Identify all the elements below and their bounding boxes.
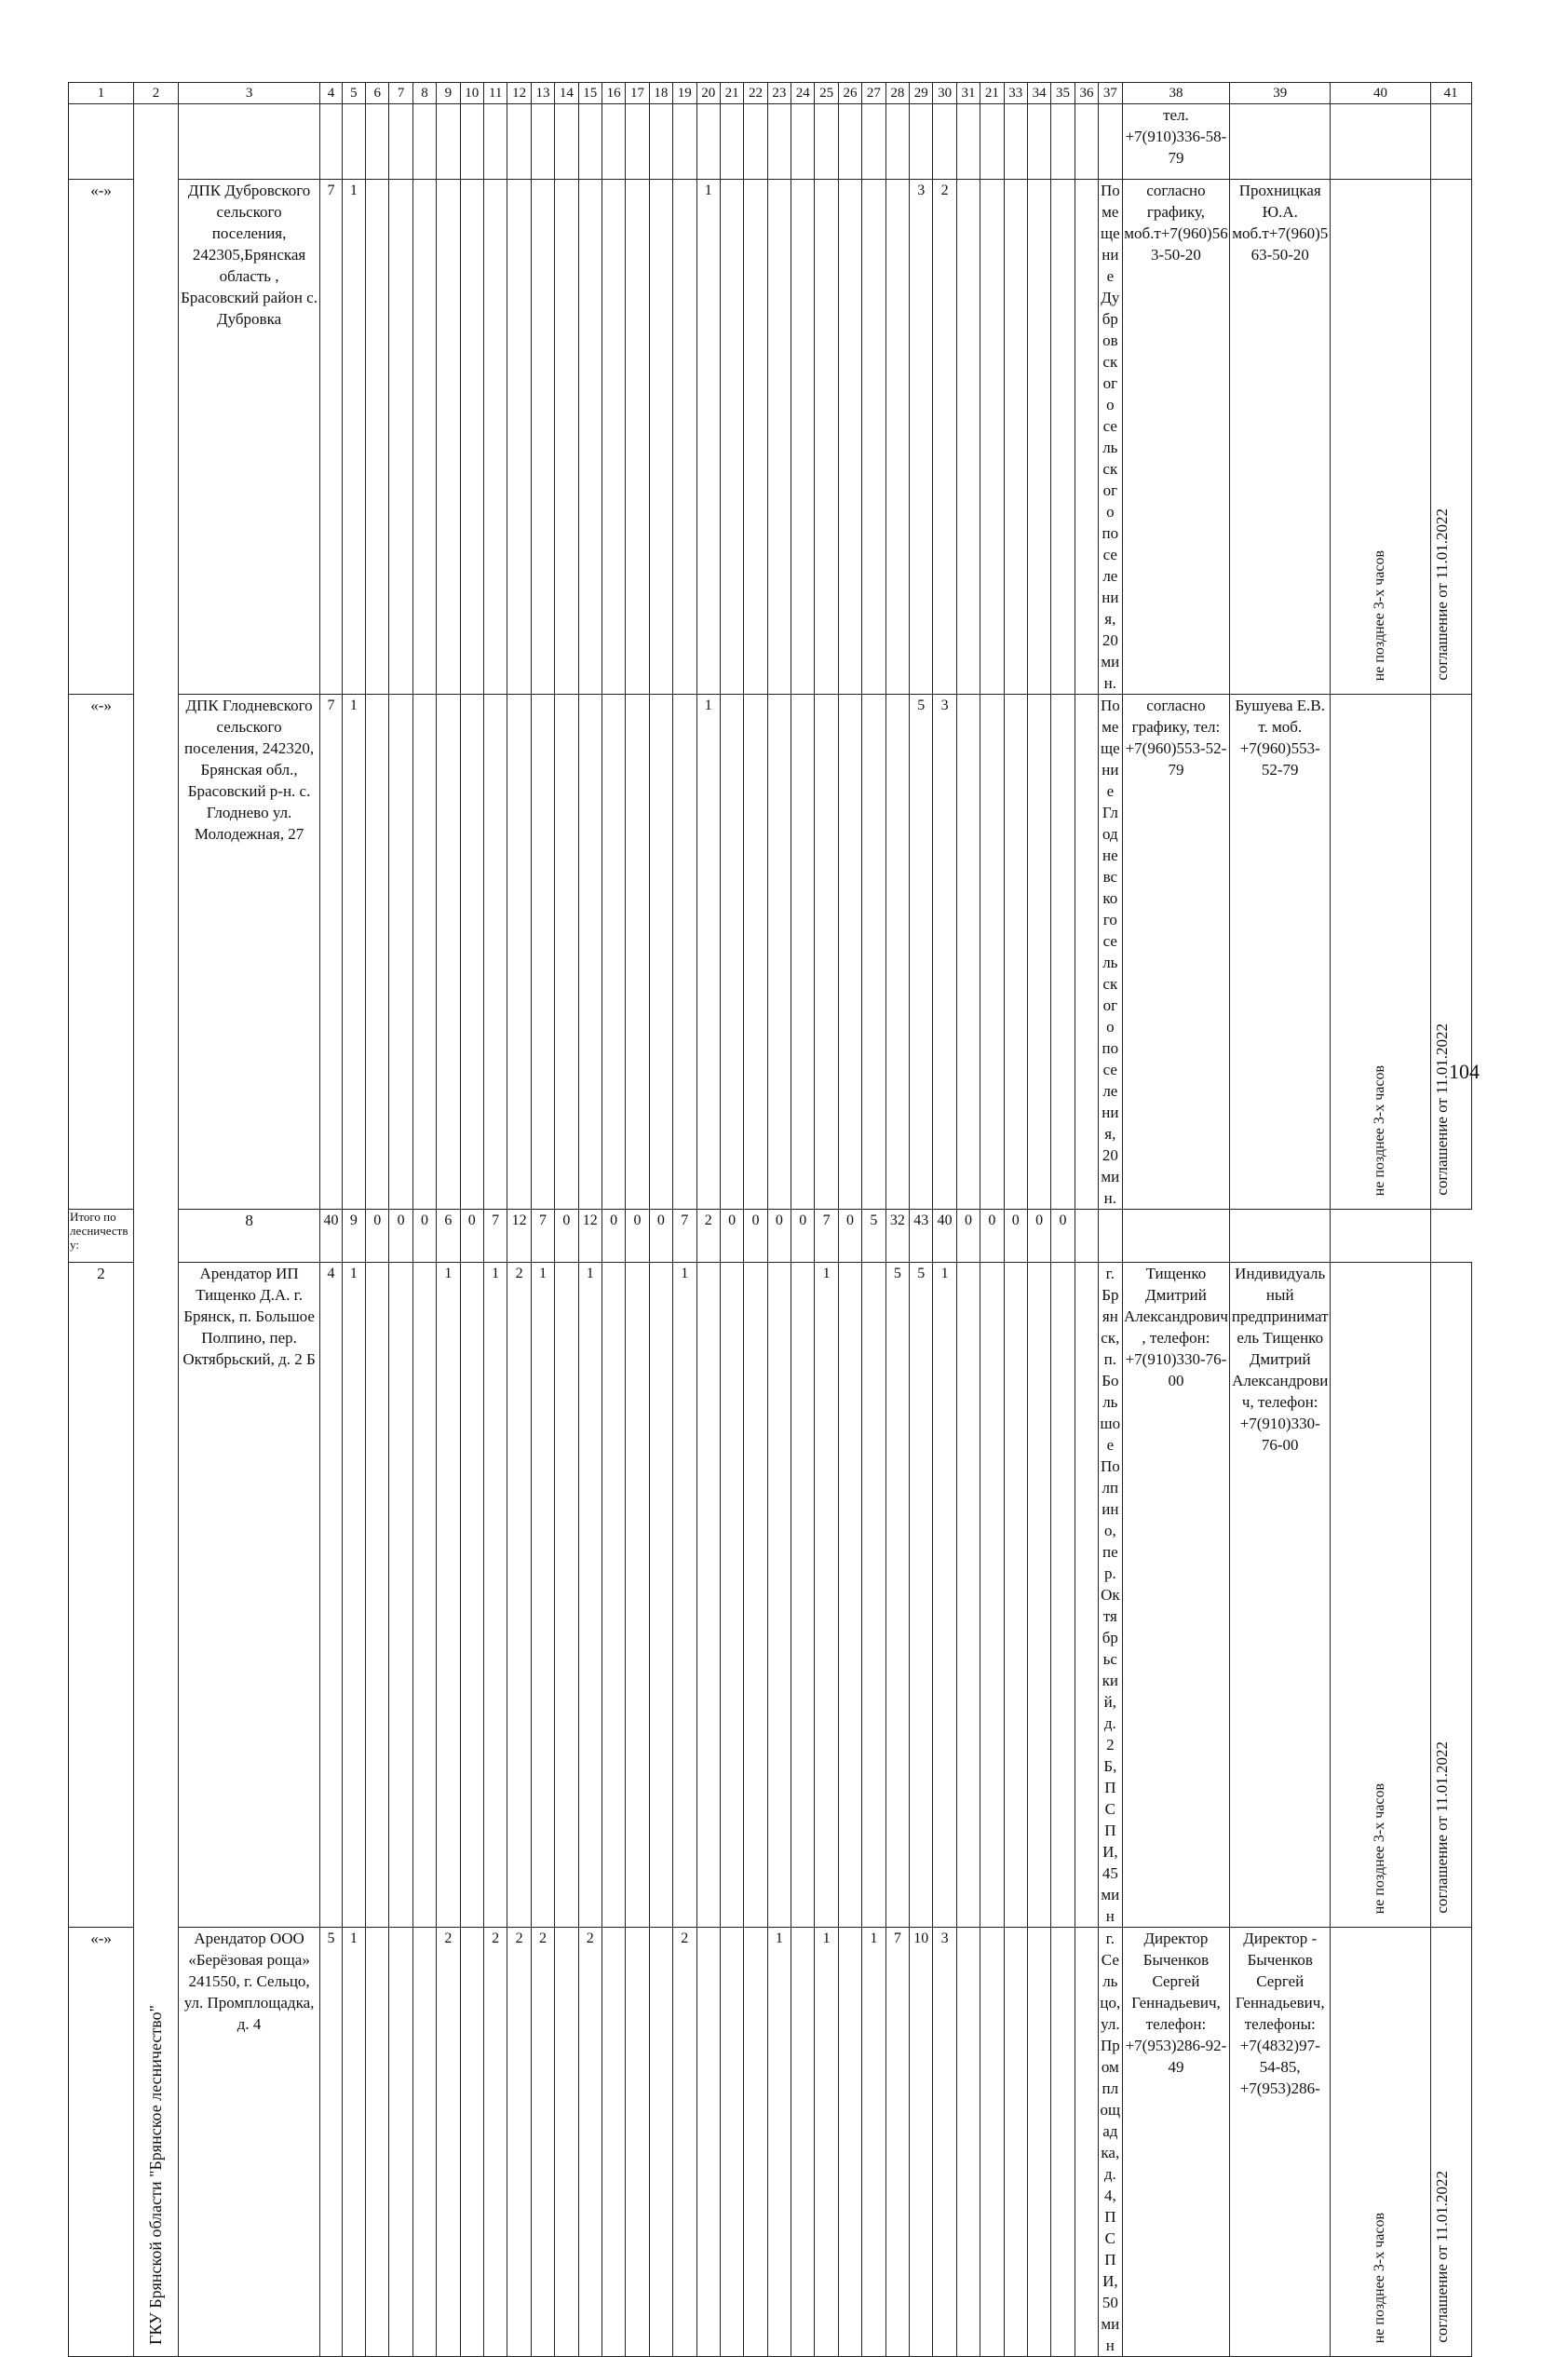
column-number-30: 30 <box>933 83 956 104</box>
location-time: г. Сельцо, ул. Промплощадка, д. 4, ПСПИ, 50 мин <box>1099 1928 1122 2357</box>
total-col-30: 40 <box>933 1210 956 1263</box>
deadline <box>1331 1928 1431 2357</box>
resource-count-col-18 <box>649 1928 672 2357</box>
total-col-28: 32 <box>885 1210 909 1263</box>
resource-count-col-28 <box>885 180 909 695</box>
resource-count-col-12: 2 <box>507 1928 531 2357</box>
resource-count-col-18 <box>649 104 672 180</box>
table-row <box>69 1263 1527 1928</box>
forest-fire-resources-table <box>68 82 1527 2357</box>
total-col-13: 7 <box>531 1210 554 1263</box>
resource-count-col-4 <box>320 104 342 180</box>
column-number-32: 21 <box>980 83 1004 104</box>
column-number-28: 28 <box>885 83 909 104</box>
resource-count-col-26 <box>838 104 861 180</box>
total-col-16: 0 <box>602 1210 625 1263</box>
resource-count-col-11: 1 <box>483 1263 507 1928</box>
object-name: Арендатор ООО «Берёзовая роща» 241550, г. Сельцо, ул. Промплощадка, д. 4 <box>178 1928 319 2357</box>
total-col-6: 0 <box>366 1210 389 1263</box>
resource-count-col-31 <box>956 1928 980 2357</box>
deadline <box>1331 104 1431 180</box>
resource-count-col-5: 1 <box>342 1928 365 2357</box>
deadline <box>1331 1263 1431 1928</box>
org-name-cell <box>134 104 179 2357</box>
resource-count-col-4: 7 <box>320 180 342 695</box>
column-number-22: 22 <box>744 83 767 104</box>
resource-count-col-7 <box>389 695 412 1210</box>
resource-count-col-4: 4 <box>320 1263 342 1928</box>
responsible-person <box>1122 1210 1230 1263</box>
resource-count-col-23 <box>767 104 791 180</box>
location-time <box>1075 1210 1098 1263</box>
agreement-text: соглашение от 11.01.2022 <box>1432 2171 1451 2343</box>
resource-count-col-24 <box>791 1263 815 1928</box>
agreement <box>1331 1210 1431 1263</box>
resource-count-col-8 <box>412 1263 436 1928</box>
resource-count-col-23: 1 <box>767 1928 791 2357</box>
resource-count-col-20 <box>696 1263 720 1928</box>
resource-count-col-19 <box>673 180 696 695</box>
total-col-33: 0 <box>1004 1210 1027 1263</box>
resource-count-col-21 <box>720 1928 743 2357</box>
resource-count-col-22 <box>744 180 767 695</box>
totals-label: Итого по лесничеству: <box>69 1210 134 1263</box>
resource-count-col-25 <box>815 180 838 695</box>
work-schedule-contact: согласно графику, моб.т+7(960)563-50-20 <box>1122 180 1230 695</box>
column-number-31: 31 <box>956 83 980 104</box>
resource-count-col-4: 7 <box>320 695 342 1210</box>
resource-count-col-9 <box>437 104 460 180</box>
resource-count-col-8 <box>412 695 436 1210</box>
resource-count-col-5: 1 <box>342 695 365 1210</box>
column-number-8: 8 <box>412 83 436 104</box>
resource-count-col-32 <box>980 180 1004 695</box>
resource-count-col-10 <box>460 1928 483 2357</box>
column-number-7: 7 <box>389 83 412 104</box>
object-name: Арендатор ИП Тищенко Д.А. г. Брянск, п. Большое Полпино, пер. Октябрьский, д. 2 Б <box>178 1263 319 1928</box>
total-col-11: 7 <box>483 1210 507 1263</box>
responsible-person: Индивидуальный предприниматель Тищенко Дмитрий Александрович, телефон: +7(910)330-76-00 <box>1230 1263 1331 1928</box>
resource-count-col-11 <box>483 180 507 695</box>
totals-col-3: 8 <box>178 1210 319 1263</box>
column-number-29: 29 <box>910 83 933 104</box>
resource-count-col-27 <box>862 104 885 180</box>
total-col-32: 0 <box>980 1210 1004 1263</box>
resource-count-col-23 <box>767 180 791 695</box>
resource-count-col-16 <box>602 104 625 180</box>
total-col-8: 0 <box>412 1210 436 1263</box>
resource-count-col-30: 2 <box>933 180 956 695</box>
resource-count-col-34 <box>1027 1928 1050 2357</box>
resource-count-col-7 <box>389 1928 412 2357</box>
resource-count-col-28: 5 <box>885 1263 909 1928</box>
row-number: «-» <box>69 180 134 695</box>
deadline-text: не позднее 3-х часов <box>1372 2212 1388 2343</box>
resource-count-col-26 <box>838 695 861 1210</box>
column-number-25: 25 <box>815 83 838 104</box>
responsible-person: Прохницкая Ю.А. моб.т+7(960)563-50-20 <box>1230 180 1331 695</box>
resource-count-col-18 <box>649 180 672 695</box>
resource-count-col-27 <box>862 1263 885 1928</box>
resource-count-col-5 <box>342 104 365 180</box>
responsible-person: Директор - Быченков Сергей Геннадьевич, телефоны: +7(4832)97-54-85, +7(953)286- <box>1230 1928 1331 2357</box>
resource-count-col-22 <box>744 695 767 1210</box>
resource-count-col-9 <box>437 695 460 1210</box>
row-number: «-» <box>69 695 134 1210</box>
resource-count-col-9: 1 <box>437 1263 460 1928</box>
total-col-20: 2 <box>696 1210 720 1263</box>
column-number-13: 13 <box>531 83 554 104</box>
resource-count-col-6 <box>366 1263 389 1928</box>
resource-count-col-35 <box>1051 1928 1075 2357</box>
total-col-22: 0 <box>744 1210 767 1263</box>
resource-count-col-25: 1 <box>815 1928 838 2357</box>
resource-count-col-13 <box>531 695 554 1210</box>
resource-count-col-17 <box>626 104 649 180</box>
agreement <box>1430 1928 1471 2357</box>
resource-count-col-19: 2 <box>673 1928 696 2357</box>
resource-count-col-21 <box>720 180 743 695</box>
location-time <box>1099 104 1122 180</box>
column-number-11: 11 <box>483 83 507 104</box>
agreement-text: соглашение от 11.01.2022 <box>1432 1741 1451 1914</box>
resource-count-col-14 <box>555 104 578 180</box>
column-number-27: 27 <box>862 83 885 104</box>
resource-count-col-35 <box>1051 1263 1075 1928</box>
resource-count-col-36 <box>1075 180 1098 695</box>
resource-count-col-30: 3 <box>933 695 956 1210</box>
deadline <box>1331 180 1431 695</box>
resource-count-col-16 <box>602 695 625 1210</box>
resource-count-col-13: 2 <box>531 1928 554 2357</box>
resource-count-col-21 <box>720 695 743 1210</box>
resource-count-col-35 <box>1051 180 1075 695</box>
agreement <box>1430 104 1471 180</box>
resource-count-col-15: 2 <box>578 1928 602 2357</box>
total-col-29: 43 <box>910 1210 933 1263</box>
column-number-10: 10 <box>460 83 483 104</box>
resource-count-col-14 <box>555 180 578 695</box>
resource-count-col-17 <box>626 1263 649 1928</box>
total-col-35: 0 <box>1051 1210 1075 1263</box>
column-number-23: 23 <box>767 83 791 104</box>
column-number-9: 9 <box>437 83 460 104</box>
resource-count-col-13 <box>531 104 554 180</box>
work-schedule-contact <box>1099 1210 1122 1263</box>
column-number-41: 41 <box>1430 83 1471 104</box>
column-number-12: 12 <box>507 83 531 104</box>
resource-count-col-31 <box>956 180 980 695</box>
resource-count-col-32 <box>980 1263 1004 1928</box>
resource-count-col-7 <box>389 1263 412 1928</box>
resource-count-col-16 <box>602 1263 625 1928</box>
total-col-27: 5 <box>862 1210 885 1263</box>
responsible-person: Бушуева Е.В. т. моб. +7(960)553-52-79 <box>1230 695 1331 1210</box>
resource-count-col-26 <box>838 1263 861 1928</box>
column-number-18: 18 <box>649 83 672 104</box>
table-row <box>69 180 1527 695</box>
column-number-33: 33 <box>1004 83 1027 104</box>
resource-count-col-6 <box>366 695 389 1210</box>
resource-count-col-28 <box>885 695 909 1210</box>
resource-count-col-19 <box>673 104 696 180</box>
column-number-39: 39 <box>1230 83 1331 104</box>
responsible-person <box>1230 104 1331 180</box>
deadline-text: не позднее 3-х часов <box>1372 549 1388 681</box>
resource-count-col-20: 1 <box>696 180 720 695</box>
resource-count-col-31 <box>956 104 980 180</box>
resource-count-col-12: 2 <box>507 1263 531 1928</box>
agreement <box>1430 695 1471 1210</box>
page-number: 104 <box>1449 1060 1480 1083</box>
deadline <box>1331 695 1431 1210</box>
totals-row <box>69 1210 1527 1263</box>
resource-count-col-24 <box>791 695 815 1210</box>
total-col-26: 0 <box>838 1210 861 1263</box>
resource-count-col-31 <box>956 1263 980 1928</box>
resource-count-col-10 <box>460 1263 483 1928</box>
total-col-7: 0 <box>389 1210 412 1263</box>
resource-count-col-32 <box>980 695 1004 1210</box>
resource-count-col-9 <box>437 180 460 695</box>
resource-count-col-5: 1 <box>342 1263 365 1928</box>
resource-count-col-12 <box>507 180 531 695</box>
resource-count-col-27 <box>862 695 885 1210</box>
resource-count-col-36 <box>1075 695 1098 1210</box>
object-name: ДПК Дубровского сельского поселения, 242305,Брянская область , Брасовский район с. Дубровка <box>178 180 319 695</box>
table-row <box>69 1928 1527 2357</box>
resource-count-col-34 <box>1027 180 1050 695</box>
resource-count-col-17 <box>626 180 649 695</box>
resource-count-col-14 <box>555 1263 578 1928</box>
total-col-23: 0 <box>767 1210 791 1263</box>
resource-count-col-24 <box>791 180 815 695</box>
total-col-19: 7 <box>673 1210 696 1263</box>
table-row <box>69 695 1527 1210</box>
column-number-15: 15 <box>578 83 602 104</box>
resource-count-col-17 <box>626 695 649 1210</box>
resource-count-col-30: 3 <box>933 1928 956 2357</box>
resource-count-col-6 <box>366 180 389 695</box>
deadline-text: не позднее 3-х часов <box>1372 1064 1388 1196</box>
agreement <box>1430 1263 1471 1928</box>
total-col-15: 12 <box>578 1210 602 1263</box>
resource-count-col-36 <box>1075 104 1098 180</box>
resource-count-col-6 <box>366 1928 389 2357</box>
resource-count-col-10 <box>460 695 483 1210</box>
resource-count-col-36 <box>1075 1263 1098 1928</box>
work-schedule-contact: Тищенко Дмитрий Александрович, телефон: +7(910)330-76-00 <box>1122 1263 1230 1928</box>
column-number-26: 26 <box>838 83 861 104</box>
resource-count-col-15 <box>578 104 602 180</box>
resource-count-col-5: 1 <box>342 180 365 695</box>
table-row <box>69 104 1527 180</box>
column-number-6: 6 <box>366 83 389 104</box>
resource-count-col-8 <box>412 180 436 695</box>
resource-count-col-19 <box>673 695 696 1210</box>
resource-count-col-25 <box>815 104 838 180</box>
resource-count-col-20 <box>696 1928 720 2357</box>
total-col-21: 0 <box>720 1210 743 1263</box>
total-col-5: 9 <box>342 1210 365 1263</box>
resource-count-col-26 <box>838 180 861 695</box>
resource-count-col-30 <box>933 104 956 180</box>
row-number: 2 <box>69 1263 134 1928</box>
resource-count-col-13: 1 <box>531 1263 554 1928</box>
resource-count-col-30: 1 <box>933 1263 956 1928</box>
resource-count-col-32 <box>980 1928 1004 2357</box>
resource-count-col-8 <box>412 104 436 180</box>
location-time: Помещение Дубровского сельского поселения, 20 мин. <box>1099 180 1122 695</box>
resource-count-col-23 <box>767 695 791 1210</box>
deadline <box>1230 1210 1331 1263</box>
resource-count-col-15 <box>578 695 602 1210</box>
resource-count-col-35 <box>1051 695 1075 1210</box>
resource-count-col-15 <box>578 180 602 695</box>
resource-count-col-24 <box>791 104 815 180</box>
resource-count-col-35 <box>1051 104 1075 180</box>
total-col-14: 0 <box>555 1210 578 1263</box>
resource-count-col-25 <box>815 695 838 1210</box>
resource-count-col-12 <box>507 104 531 180</box>
deadline-text: не позднее 3-х часов <box>1372 1782 1388 1914</box>
resource-count-col-22 <box>744 104 767 180</box>
resource-count-col-34 <box>1027 1263 1050 1928</box>
column-number-36: 36 <box>1075 83 1098 104</box>
total-col-25: 7 <box>815 1210 838 1263</box>
work-schedule-contact: Директор Быченков Сергей Геннадьевич, телефон: +7(953)286-92-49 <box>1122 1928 1230 2357</box>
agreement-text: соглашение от 11.01.2022 <box>1432 1023 1451 1196</box>
resource-count-col-29: 3 <box>910 180 933 695</box>
resource-count-col-29: 5 <box>910 1263 933 1928</box>
location-time: Помещение Глодневского сельского поселения, 20 мин. <box>1099 695 1122 1210</box>
total-col-24: 0 <box>791 1210 815 1263</box>
total-col-9: 6 <box>437 1210 460 1263</box>
resource-count-col-13 <box>531 180 554 695</box>
resource-count-col-25: 1 <box>815 1263 838 1928</box>
column-number-38: 38 <box>1122 83 1230 104</box>
column-number-5: 5 <box>342 83 365 104</box>
column-number-3: 3 <box>178 83 319 104</box>
resource-count-col-24 <box>791 1928 815 2357</box>
total-col-18: 0 <box>649 1210 672 1263</box>
total-col-31: 0 <box>956 1210 980 1263</box>
column-number-35: 35 <box>1051 83 1075 104</box>
resource-count-col-29: 10 <box>910 1928 933 2357</box>
resource-count-col-8 <box>412 1928 436 2357</box>
resource-count-col-18 <box>649 1263 672 1928</box>
column-number-37: 37 <box>1099 83 1122 104</box>
resource-count-col-33 <box>1004 104 1027 180</box>
resource-count-col-16 <box>602 1928 625 2357</box>
resource-count-col-21 <box>720 1263 743 1928</box>
column-number-40: 40 <box>1331 83 1431 104</box>
resource-count-col-33 <box>1004 695 1027 1210</box>
resource-count-col-10 <box>460 104 483 180</box>
work-schedule-contact: тел. +7(910)336-58-79 <box>1122 104 1230 180</box>
column-number-14: 14 <box>555 83 578 104</box>
resource-count-col-23 <box>767 1263 791 1928</box>
resource-count-col-32 <box>980 104 1004 180</box>
total-col-17: 0 <box>626 1210 649 1263</box>
resource-count-col-33 <box>1004 1263 1027 1928</box>
resource-count-col-14 <box>555 1928 578 2357</box>
resource-count-col-6 <box>366 104 389 180</box>
resource-count-col-27: 1 <box>862 1928 885 2357</box>
column-number-4: 4 <box>320 83 342 104</box>
resource-count-col-19: 1 <box>673 1263 696 1928</box>
column-number-1: 1 <box>69 83 134 104</box>
column-number-24: 24 <box>791 83 815 104</box>
total-col-10: 0 <box>460 1210 483 1263</box>
resource-count-col-17 <box>626 1928 649 2357</box>
resource-count-col-28: 7 <box>885 1928 909 2357</box>
resource-count-col-27 <box>862 180 885 695</box>
resource-count-col-9: 2 <box>437 1928 460 2357</box>
resource-count-col-21 <box>720 104 743 180</box>
resource-count-col-11 <box>483 104 507 180</box>
resource-count-col-16 <box>602 180 625 695</box>
resource-count-col-4: 5 <box>320 1928 342 2357</box>
location-time: г. Брянск, п. Большое Полпино, пер. Октябрьский, д. 2 Б, ПСПИ, 45 мин <box>1099 1263 1122 1928</box>
column-number-19: 19 <box>673 83 696 104</box>
resource-count-col-29 <box>910 104 933 180</box>
resource-count-col-11 <box>483 695 507 1210</box>
object-name <box>178 104 319 180</box>
column-number-2: 2 <box>134 83 179 104</box>
total-col-4: 40 <box>320 1210 342 1263</box>
resource-count-col-7 <box>389 180 412 695</box>
resource-count-col-33 <box>1004 180 1027 695</box>
row-number: «-» <box>69 1928 134 2357</box>
resource-count-col-26 <box>838 1928 861 2357</box>
resource-count-col-10 <box>460 180 483 695</box>
agreement <box>1430 180 1471 695</box>
object-name: ДПК Глодневского сельского поселения, 242320, Брянская обл., Брасовский р-н. с. Глоднево ул. Молодежная, 27 <box>178 695 319 1210</box>
resource-count-col-15: 1 <box>578 1263 602 1928</box>
resource-count-col-14 <box>555 695 578 1210</box>
column-number-34: 34 <box>1027 83 1050 104</box>
column-number-17: 17 <box>626 83 649 104</box>
resource-count-col-34 <box>1027 104 1050 180</box>
column-number-16: 16 <box>602 83 625 104</box>
resource-count-col-20 <box>696 104 720 180</box>
resource-count-col-34 <box>1027 695 1050 1210</box>
column-number-21: 21 <box>720 83 743 104</box>
resource-count-col-20: 1 <box>696 695 720 1210</box>
org-name: ГКУ Брянской области "Брянское лесничество" <box>146 2004 166 2345</box>
resource-count-col-11: 2 <box>483 1928 507 2357</box>
resource-count-col-18 <box>649 695 672 1210</box>
header-row <box>69 83 1527 104</box>
resource-count-col-29: 5 <box>910 695 933 1210</box>
resource-count-col-12 <box>507 695 531 1210</box>
column-number-20: 20 <box>696 83 720 104</box>
work-schedule-contact: согласно графику, тел: +7(960)553-52-79 <box>1122 695 1230 1210</box>
resource-count-col-36 <box>1075 1928 1098 2357</box>
resource-count-col-22 <box>744 1928 767 2357</box>
resource-count-col-28 <box>885 104 909 180</box>
total-col-34: 0 <box>1027 1210 1050 1263</box>
resource-count-col-33 <box>1004 1928 1027 2357</box>
agreement-text: соглашение от 11.01.2022 <box>1432 508 1451 681</box>
resource-count-col-7 <box>389 104 412 180</box>
resource-count-col-22 <box>744 1263 767 1928</box>
resource-count-col-31 <box>956 695 980 1210</box>
row-number <box>69 104 134 180</box>
total-col-12: 12 <box>507 1210 531 1263</box>
